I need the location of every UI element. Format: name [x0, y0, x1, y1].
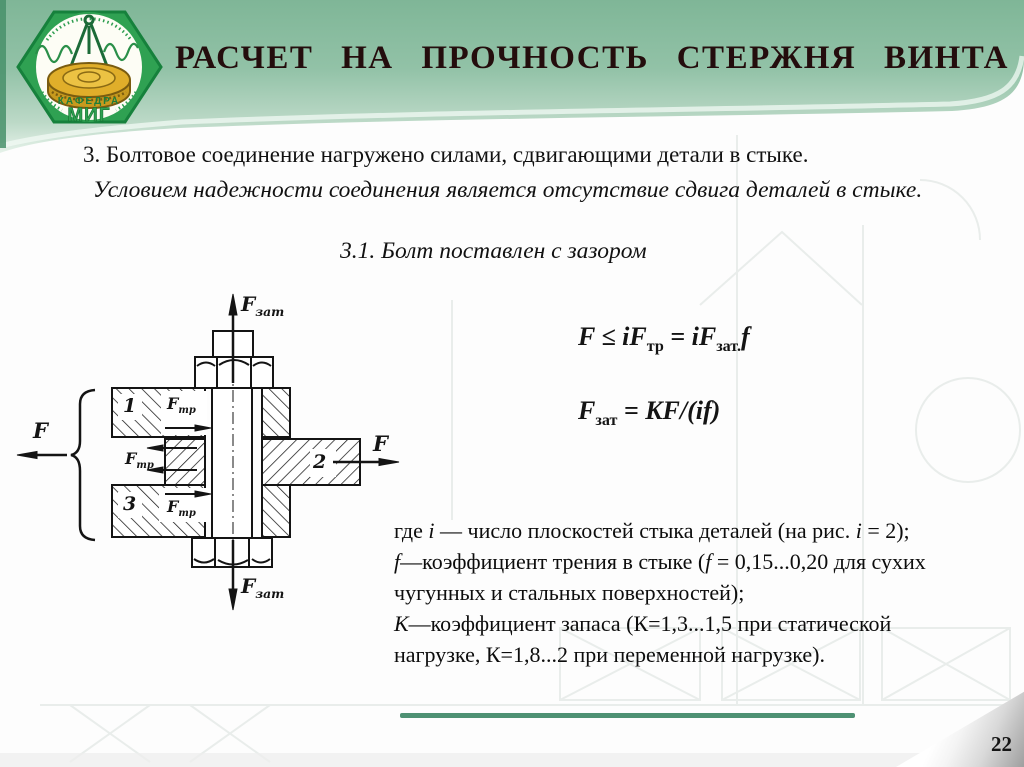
definition-line-k2: нагрузке, К=1,8...2 при переменной нагрузке).	[394, 642, 825, 667]
label-friction-middle: $F_{тр}$	[125, 449, 154, 472]
definitions-block	[394, 515, 926, 670]
label-part-1: 1	[123, 395, 137, 417]
definition-line-k: К—коэффициент запаса (К=1,3...1,5 при статической	[394, 611, 892, 636]
shear-arrow-left	[17, 452, 67, 459]
department-logo	[12, 2, 167, 132]
paragraph-condition: Условием надежности соединения является отсутствие сдвига деталей в стыке.	[93, 177, 923, 203]
definition-line-i: где i — число плоскостей стыка деталей (на рис. i = 2);	[394, 518, 910, 543]
definition-line-f2: чугунных и стальных поверхностей);	[394, 580, 745, 605]
label-force-left: F	[33, 418, 48, 443]
bolted-joint-diagram	[15, 288, 440, 623]
label-friction-top: $F_{тр}$	[167, 394, 196, 417]
label-force-right: F	[373, 431, 388, 456]
label-preload-top: $F_{зат}$	[241, 292, 285, 319]
label-preload-bottom: $F_{зат}$	[241, 574, 285, 601]
formula-shear-condition: $F \le iF_{тр} = iF_{зат.}f$	[578, 322, 750, 356]
formula-preload: $F_{зат} = KF/(if)$	[578, 396, 721, 430]
header-left-edge	[0, 0, 6, 148]
page-number: 22	[991, 732, 1012, 756]
label-part-2: 2	[313, 451, 327, 473]
bottom-edge-strip	[0, 753, 1024, 767]
footer-accent-line	[400, 713, 855, 718]
paragraph-numbered: 3. Болтовое соединение нагружено силами, сдвигающими детали в стыке.	[83, 142, 809, 167]
grouping-brace	[71, 390, 95, 540]
logo-name-text: МИГ	[67, 105, 111, 126]
label-part-3: 3	[123, 493, 137, 515]
slide-title: РАСЧЕТ НА ПРОЧНОСТЬ СТЕРЖНЯ ВИНТА	[175, 40, 1009, 76]
label-friction-bottom: $F_{тр}$	[167, 497, 196, 520]
logo-cap-text: КАФЕДРА	[57, 96, 121, 107]
definition-line-f: f—коэффициент трения в стыке (f = 0,15...0,20 для сухих	[394, 549, 926, 574]
section-heading: 3.1. Болт поставлен с зазором	[340, 238, 647, 264]
